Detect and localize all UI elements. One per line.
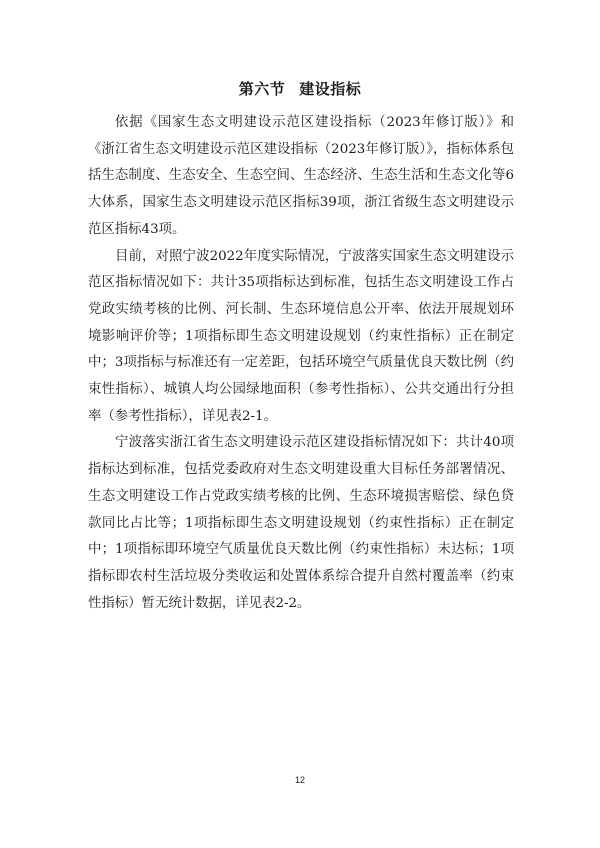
paragraph-provincial-indicators-status: 宁波落实浙江省生态文明建设示范区建设指标情况如下：共计40项指标达到标准，包括党委政府对生态文明建设重大目标任务部署情况、生态文明建设工作占党政实绩考核的比例、生态环境损害赔偿、绿色贷款同比占比等；1项指标即生态文明建设规划（约束性指标）正在制定中；1项指标即环境空气质量优良天数比例（约束性指标）未达标；1项指标即农村生活垃圾分类收运和处置体系综合提升自然村覆盖率（约束性指标）暂无统计数据，详见表2-2。 — [88, 435, 514, 611]
section-number: 第六节 — [238, 80, 286, 98]
page-number: 12 — [294, 775, 305, 785]
paragraph-national-indicators-status: 目前，对照宁波2022年度实际情况，宁波落实国家生态文明建设示范区指标情况如下：共计35项指标达到标准，包括生态文明建设工作占党政实绩考核的比例、河长制、生态环境信息公开率、依法开展规划环境影响评价等；1项指标即生态文明建设规划（约束性指标）正在制定中；3项指标与标准还有一定差距，包括环境空气质量优良天数比例（约束性指标）、城镇人均公园绿地面积（参考性指标）、公共交通出行分担率（参考性指标），详见表2-1。 — [88, 248, 514, 424]
section-title: 建设指标 — [299, 80, 362, 98]
paragraph-indicator-system: 依据《国家生态文明建设示范区建设指标（2023年修订版）》和《浙江省生态文明建设示范区建设指标（2023年修订版）》，指标体系包括生态制度、生态安全、生态空间、生态经济、生态生活和生态文化等6大体系，国家生态文明建设示范区指标39项，浙江省级生态文明建设示范区指标43项。 — [88, 115, 514, 237]
body-text — [88, 110, 514, 617]
section-heading — [0, 78, 600, 99]
